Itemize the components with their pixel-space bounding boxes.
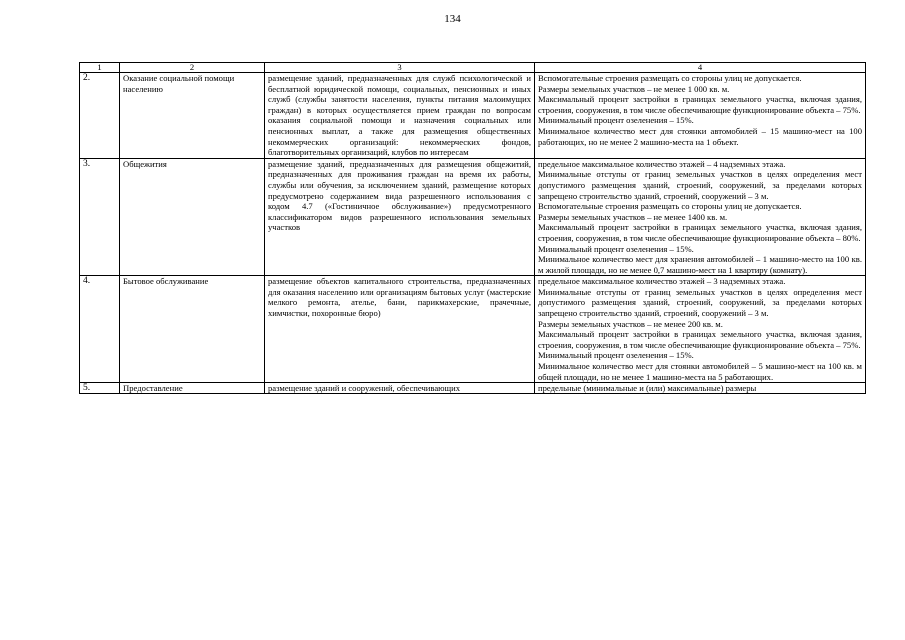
condition-item: Минимальный процент озеленения – 15%. [538, 115, 694, 126]
land-use-description [265, 383, 535, 394]
land-use-description: размещение зданий, предназначенных для служб психологической и бесплатной юридической помощи, социальных, пенсионных и иных служб (службы занятости населения, пункты питания малоимущих граждан) в которых осуществляется прием граждан по вопросам оказания социальной помощи и назначения социальных или пенсионных выплат, а также для размещения общественных некоммерческих организаций: некоммерческих фондов, благотворительных организаций, клубов по интересам [265, 73, 535, 159]
condition-item: Минимальное количество мест для стоянки автомобилей – 15 машино-мест на 100 работающих, но не менее 2 машино-места на 1 объект. [538, 125, 862, 147]
land-use-name: Общежития [120, 158, 265, 276]
land-use-name [120, 383, 265, 394]
condition-item: Размеры земельных участков – не менее 200 кв. м. [538, 318, 723, 329]
table-row [80, 383, 866, 394]
condition-item: Минимальные отступы от границ земельных участков в целях определения мест допустимого размещения зданий, строений, сооружений, за пределами которых запрещено строительство зданий, строений, сооружений – 3 м. [538, 286, 862, 319]
condition-item: Минимальное количество мест для стоянки автомобилей – 5 машино-мест на 100 кв. м общей площади, но не менее 1 машино-места на 5 работающих. [538, 361, 862, 382]
land-use-name: Бытовое обслуживание [120, 276, 265, 383]
condition-item: предельные (минимальные и (или) максимальные) размеры [538, 383, 757, 394]
land-use-table [79, 62, 866, 394]
condition-item: Максимальный процент застройки в границах земельного участка, включая здания, строения, сооружения, в том числе обеспечивающие функционирование объекта – 75%. [538, 329, 862, 350]
row-number-text: 5. [83, 383, 91, 394]
table-row [80, 276, 866, 383]
condition-item: Минимальный процент озеленения – 15%. [538, 243, 694, 254]
condition-item: Вспомогательные строения размещать со стороны улиц не допускается. [538, 201, 802, 212]
row-number: 2. [80, 73, 120, 159]
condition-item: Минимальное количество мест для хранения автомобилей – 1 машино-место на 100 кв. м жилой площади, но не менее 0,7 машино-мест на 1 квартиру (комнату). [538, 254, 862, 275]
page-number: 134 [444, 13, 461, 25]
land-use-conditions [535, 73, 866, 159]
row-number [80, 383, 120, 394]
condition-item: Минимальный процент озеленения – 15%. [538, 350, 694, 361]
row-number: 4. [80, 276, 120, 383]
column-number-row [80, 63, 866, 73]
land-use-description-text: размещение зданий и сооружений, обеспечивающих [268, 383, 461, 394]
land-use-name-text: Предоставление [123, 383, 183, 394]
condition-item: Минимальные отступы от границ земельных участков в целях определения мест допустимого размещения зданий, строений, сооружений, за пределами которых запрещено строительство зданий, строений, сооружений – 3 м. [538, 169, 862, 201]
column-header: 4 [535, 63, 866, 73]
land-use-conditions [535, 158, 866, 276]
condition-item: Размеры земельных участков – не менее 1400 кв. м. [538, 211, 728, 222]
condition-item: Максимальный процент застройки в границах земельного участка, включая здания, строения, сооружения, в том числе обеспечивающие функционирование объекта – 75%. [538, 94, 862, 115]
condition-item: предельное максимальное количество этажей – 3 надземных этажа. [538, 276, 786, 287]
land-use-conditions [535, 383, 866, 394]
condition-item: предельное максимальное количество этажей – 4 надземных этажа. [538, 158, 786, 169]
land-use-description: размещение зданий, предназначенных для размещения общежитий, предназначенных для проживания граждан на время их работы, службы или обучения, за исключением зданий, размещение которых предусмотрено содержанием вида разрешенного использования с кодом 4.7 («Гостиничное обслуживание») предусмотренного классификатором видов разрешенного использования земельных участков [265, 158, 535, 276]
row-number: 3. [80, 158, 120, 276]
land-use-description: размещение объектов капитального строительства, предназначенных для оказания населению или организациям бытовых услуг (мастерские мелкого ремонта, ателье, бани, парикмахерские, прачечные, химчистки, похоронные бюро) [265, 276, 535, 383]
condition-item: Вспомогательные строения размещать со стороны улиц не допускается. [538, 73, 802, 83]
table-row [80, 158, 866, 276]
column-header: 3 [265, 63, 535, 73]
land-use-name: Оказание социальной помощи населению [120, 73, 265, 159]
land-use-conditions [535, 276, 866, 383]
column-header: 1 [80, 63, 120, 73]
condition-item: Размеры земельных участков – не менее 1 000 кв. м. [538, 83, 730, 94]
table-row [80, 73, 866, 159]
column-header: 2 [120, 63, 265, 73]
condition-item: Максимальный процент застройки в границах земельного участка, включая здания, строения, сооружения, в том числе обеспечивающие функционирование объекта – 80%. [538, 222, 862, 243]
